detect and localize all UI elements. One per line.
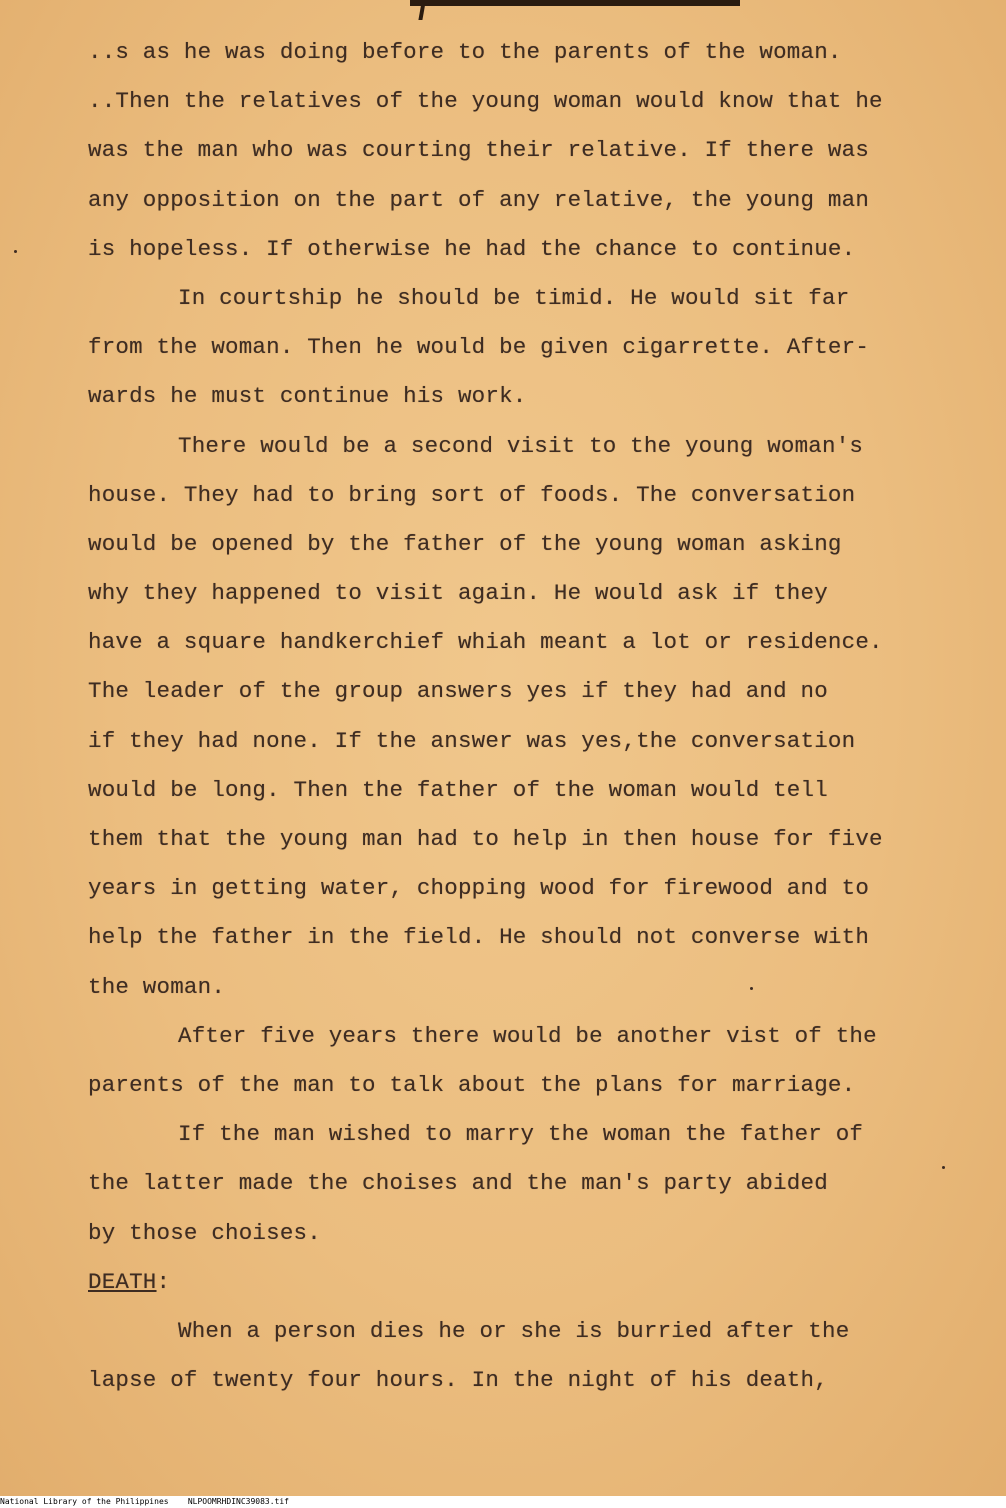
- text-line: After five years there would be another vist of the: [178, 1022, 877, 1049]
- text-line: lapse of twenty four hours. In the night of his death,: [88, 1367, 828, 1394]
- text-line: When a person dies he or she is burried after the: [178, 1317, 850, 1344]
- footer-institution: National Library of the Philippines: [0, 1497, 169, 1506]
- text-line: ..Then the relatives of the young woman would know that he: [88, 88, 883, 115]
- text-line: is hopeless. If otherwise he had the chance to continue.: [88, 235, 856, 262]
- top-edge-rule: [410, 0, 740, 6]
- speck: [750, 987, 753, 990]
- text-line: help the father in the field. He should not converse with: [88, 924, 870, 951]
- text-line: would be opened by the father of the young woman asking: [88, 530, 842, 557]
- speck: [14, 250, 17, 253]
- speck: [942, 1166, 945, 1169]
- text-line: any opposition on the part of any relative, the young man: [88, 186, 870, 213]
- footer-filename: NLPOOMRHDINC39083.tif: [187, 1497, 289, 1506]
- text-line: The leader of the group answers yes if they had and no: [88, 678, 828, 705]
- text-line: There would be a second visit to the young woman's: [178, 432, 864, 459]
- text-line: by those choises.: [88, 1219, 321, 1246]
- section-heading-death: [88, 1258, 968, 1307]
- text-line: the latter made the choises and the man's party abided: [88, 1170, 828, 1197]
- text-line: parents of the man to talk about the plans for marriage.: [88, 1071, 856, 1098]
- text-line: would be long. Then the father of the woman would tell: [88, 776, 828, 803]
- text-line: years in getting water, chopping wood for firewood and to: [88, 875, 870, 902]
- text-line: house. They had to bring sort of foods. The conversation: [88, 481, 856, 508]
- text-line: If the man wished to marry the woman the father of: [178, 1121, 864, 1148]
- scan-footer: [0, 1496, 1006, 1508]
- text-line: was the man who was courting their relative. If there was: [88, 137, 870, 164]
- text-line: ..s as he was doing before to the parents of the woman.: [88, 39, 842, 65]
- text-line: have a square handkerchief whiah meant a lot or residence.: [88, 629, 883, 656]
- text-line: In courtship he should be timid. He would sit far: [178, 284, 850, 311]
- text-line: the woman.: [88, 973, 226, 1000]
- text-line: if they had none. If the answer was yes,the conversation: [88, 727, 856, 754]
- text-line: them that the young man had to help in then house for five: [88, 826, 883, 852]
- typewritten-body: [88, 28, 968, 1405]
- text-line: why they happened to visit again. He would ask if they: [88, 580, 828, 607]
- heading-text: DEATH: [88, 1268, 157, 1295]
- text-line: from the woman. Then he would be given cigarrette. After-: [88, 334, 870, 361]
- text-line: wards he must continue his work.: [88, 383, 527, 410]
- heading-colon: :: [156, 1268, 171, 1295]
